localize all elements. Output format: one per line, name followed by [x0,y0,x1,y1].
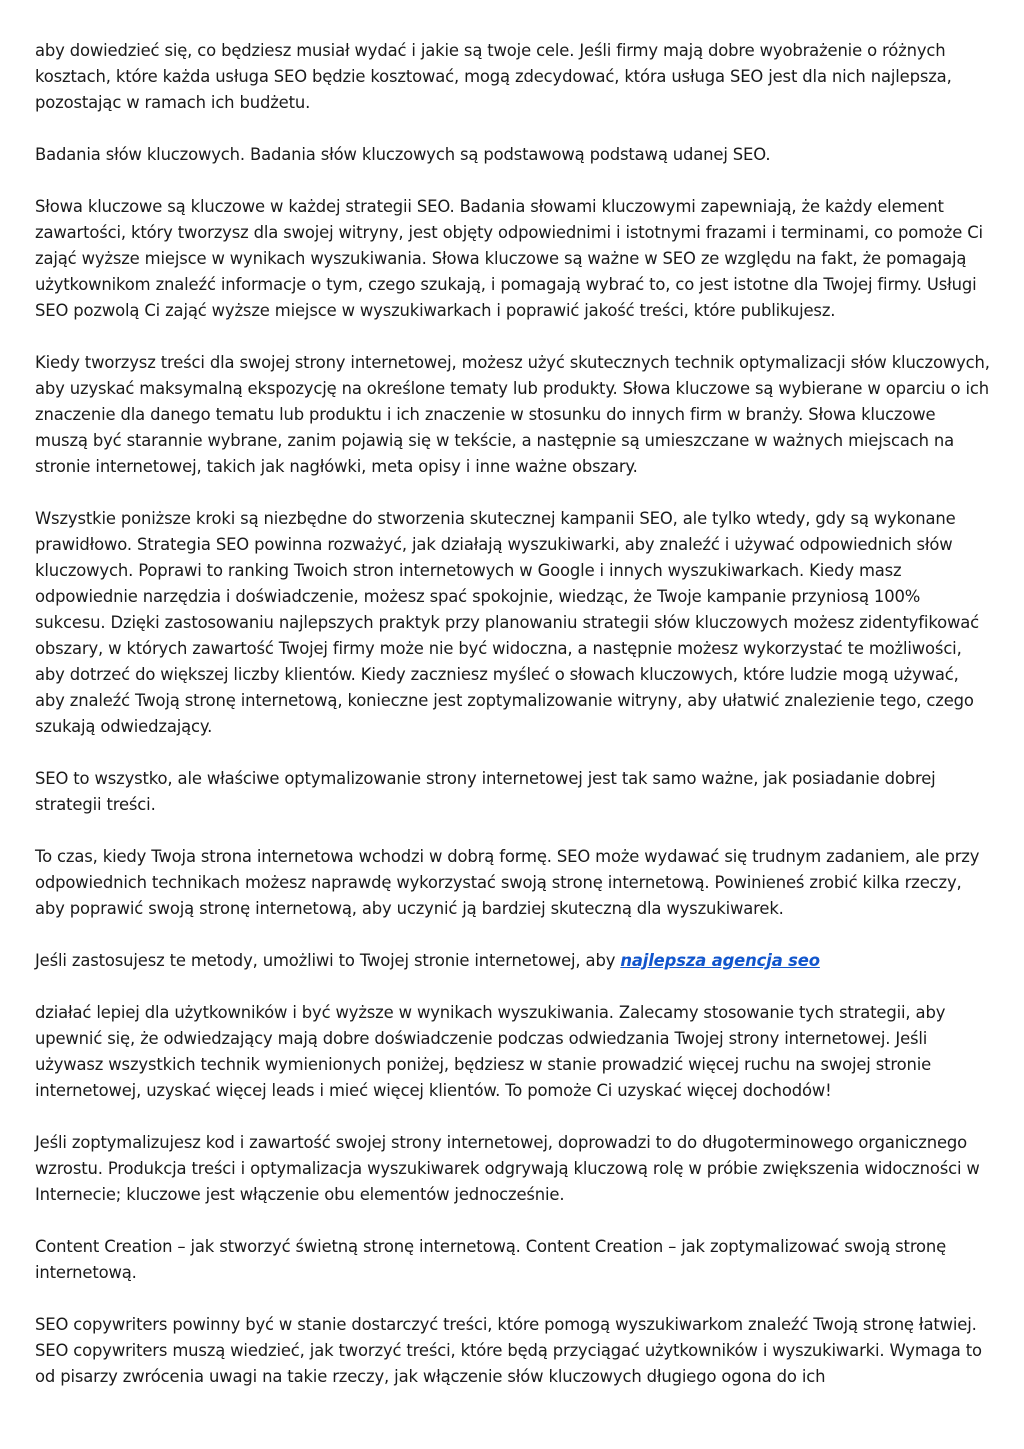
paragraph-9: działać lepiej dla użytkowników i być wyższe w wynikach wyszukiwania. Zalecamy stosowanie tych strategii, aby upewnić się, że odwiedzający mają dobre doświadczenie podczas odwiedzania Twojej strony internetowej. Jeśli używasz wszystkich technik wymienionych poniżej, będziesz w stanie prowadzić więcej ruchu na swojej stronie internetowej, uzyskać więcej leads i mieć więcej klientów. To pomoże Ci uzyskać więcej dochodów! [35,1003,946,1100]
paragraph-2: Badania słów kluczowych. Badania słów kluczowych są podstawową podstawą udanej SEO. [35,145,771,164]
paragraph-8 [35,948,990,974]
paragraph-4: Kiedy tworzysz treści dla swojej strony internetowej, możesz użyć skutecznych technik optymalizacji słów kluczowych, aby uzyskać maksymalną ekspozycję na określone tematy lub produkty. Słowa kluczowe są wybierane w oparciu o ich znaczenie dla danego tematu lub produktu i ich znaczenie w stosunku do innych firm w branży. Słowa kluczowe muszą być starannie wybrane, zanim pojawią się w tekście, a następnie są umieszczane w ważnych miejscach na stronie internetowej, takich jak nagłówki, meta opisy i inne ważne obszary. [35,353,990,476]
paragraph-6: SEO to wszystko, ale właściwe optymalizowanie strony internetowej jest tak samo ważne, jak posiadanie dobrej strategii treści. [35,769,936,814]
paragraph-8-text: Jeśli zastosujesz te metody, umożliwi to Twojej stronie internetowej, aby [35,951,621,970]
paragraph-3: Słowa kluczowe są kluczowe w każdej strategii SEO. Badania słowami kluczowymi zapewniają, że każdy element zawartości, który tworzysz dla swojej witryny, jest objęty odpowiednimi i istotnymi frazami i terminami, co pomoże Ci zająć wyższe miejsce w wynikach wyszukiwania. Słowa kluczowe są ważne w SEO ze względu na fakt, że pomagają użytkownikom znaleźć informacje o tym, czego szukają, i pomagają wybrać to, co jest istotne dla Twojej firmy. Usługi SEO pozwolą Ci zająć wyższe miejsce w wyszukiwarkach i poprawić jakość treści, które publikujesz. [35,197,983,320]
paragraph-5: Wszystkie poniższe kroki są niezbędne do stworzenia skutecznej kampanii SEO, ale tylko wtedy, gdy są wykonane prawidłowo. Strategia SEO powinna rozważyć, jak działają wyszukiwarki, aby znaleźć i używać odpowiednich słów kluczowych. Poprawi to ranking Twoich stron internetowych w Google i innych wyszukiwarkach. Kiedy masz odpowiednie narzędzia i doświadczenie, możesz spać spokojnie, wiedząc, że Twoje kampanie przyniosą 100% sukcesu. Dzięki zastosowaniu najlepszych praktyk przy planowaniu strategii słów kluczowych możesz zidentyfikować obszary, w których zawartość Twojej firmy może nie być widoczna, a następnie możesz wykorzystać te możliwości, aby dotrzeć do większej liczby klientów. Kiedy zaczniesz myśleć o słowach kluczowych, które ludzie mogą używać, aby znaleźć Twoją stronę internetową, konieczne jest zoptymalizowanie witryny, aby ułatwić znalezienie tego, czego szukają odwiedzający. [35,509,979,736]
paragraph-11: Content Creation – jak stworzyć świetną stronę internetową. Content Creation – jak zoptymalizować swoją stronę internetową. [35,1237,947,1282]
paragraph-7: To czas, kiedy Twoja strona internetowa wchodzi w dobrą formę. SEO może wydawać się trudnym zadaniem, ale przy odpowiednich technikach możesz naprawdę wykorzystać swoją stronę internetową. Powinieneś zrobić kilka rzeczy, aby poprawić swoją stronę internetową, aby uczynić ją bardziej skuteczną dla wyszukiwarek. [35,847,980,918]
seo-agency-link[interactable]: najlepsza agencja seo [620,951,820,970]
paragraph-1: aby dowiedzieć się, co będziesz musiał wydać i jakie są twoje cele. Jeśli firmy mają dobre wyobrażenie o różnych kosztach, które każda usługa SEO będzie kosztować, mogą zdecydować, która usługa SEO jest dla nich najlepsza, pozostając w ramach ich budżetu. [35,41,952,112]
paragraph-10: Jeśli zoptymalizujesz kod i zawartość swojej strony internetowej, doprowadzi to do długoterminowego organicznego wzrostu. Produkcja treści i optymalizacja wyszukiwarek odgrywają kluczową rolę w próbie zwiększenia widoczności w Internecie; kluczowe jest włączenie obu elementów jednocześnie. [35,1133,980,1204]
paragraph-12: SEO copywriters powinny być w stanie dostarczyć treści, które pomogą wyszukiwarkom znaleźć Twoją stronę łatwiej. SEO copywriters muszą wiedzieć, jak tworzyć treści, które będą przyciągać użytkowników i wyszukiwarki. Wymaga to od pisarzy zwrócenia uwagi na takie rzeczy, jak włączenie słów kluczowych długiego ogona do ich [35,1315,982,1386]
